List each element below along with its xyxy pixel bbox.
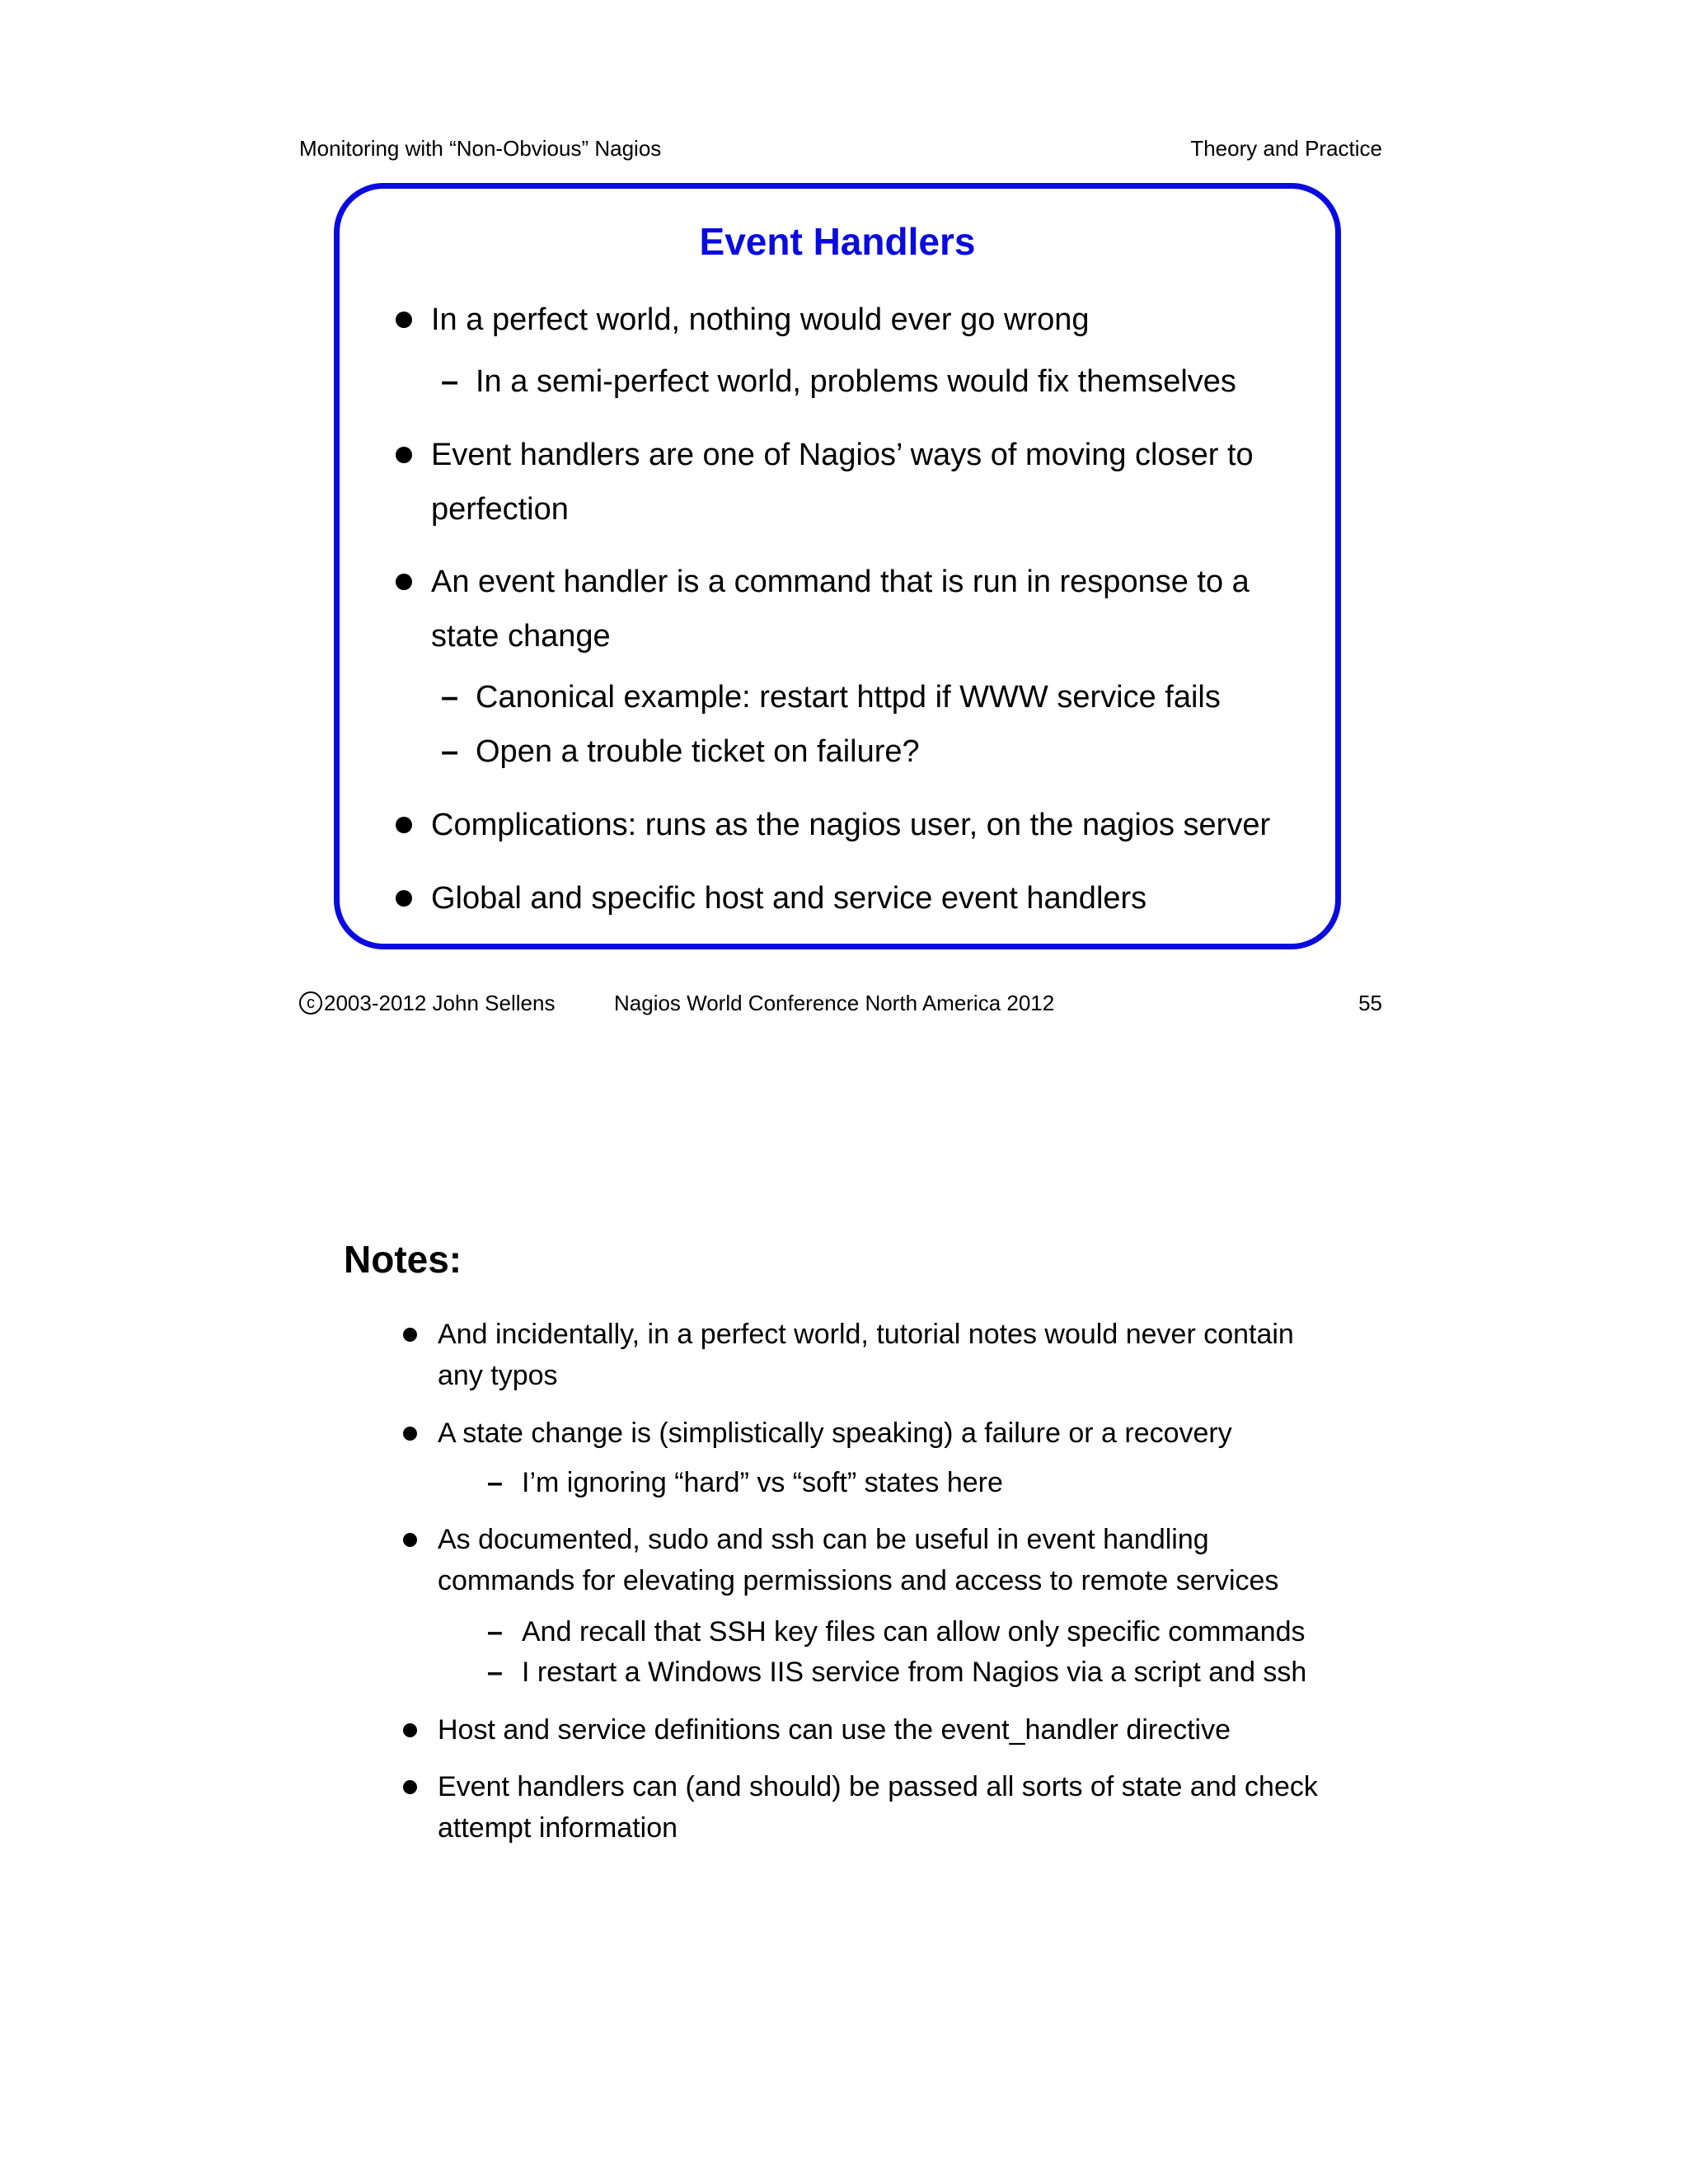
footer-copyright bbox=[299, 989, 555, 1017]
bullet-icon bbox=[403, 1723, 417, 1737]
bullet-icon bbox=[403, 1427, 417, 1441]
note-text: Host and service definitions can use the event_handler directive bbox=[438, 1714, 1231, 1746]
slide-bullet-text: In a perfect world, nothing would ever go wrong bbox=[431, 302, 1090, 337]
footer-copyright-text: 2003-2012 John Sellens bbox=[324, 991, 556, 1015]
slide-frame bbox=[334, 183, 1341, 949]
dash-icon: – bbox=[487, 1616, 503, 1647]
slide-sub-text: Canonical example: restart httpd if WWW service fails bbox=[476, 680, 1221, 715]
note-text: As documented, sudo and ssh can be useful in event handling commands for elevating permissions and access to remote services bbox=[438, 1524, 1279, 1596]
bullet-icon bbox=[403, 1328, 417, 1342]
slide-bullet-text: An event handler is a command that is run in response to a bbox=[431, 565, 1250, 599]
bullet-icon bbox=[396, 817, 412, 833]
slide-bullet-text: Global and specific host and service event handlers bbox=[431, 881, 1147, 916]
footer-page-number: 55 bbox=[1358, 991, 1382, 1015]
slide-bullet-text: state change bbox=[431, 619, 611, 654]
dash-icon: – bbox=[441, 364, 459, 399]
note-text: A state change is (simplistically speaking) a failure or a recovery bbox=[438, 1418, 1232, 1449]
note-sub-text: I restart a Windows IIS service from Nagios via a script and ssh bbox=[522, 1657, 1307, 1688]
footer-conference: Nagios World Conference North America 2012 bbox=[614, 991, 1055, 1015]
header-document-title: Monitoring with “Non-Obvious” Nagios bbox=[299, 136, 662, 161]
bullet-icon bbox=[396, 312, 412, 328]
note-sub-text: And recall that SSH key files can allow only specific commands bbox=[522, 1616, 1306, 1647]
slide-title: Event Handlers bbox=[699, 220, 976, 263]
dash-icon: – bbox=[441, 734, 459, 769]
dash-icon: – bbox=[487, 1467, 503, 1498]
copyright-icon: c bbox=[299, 991, 322, 1015]
dash-icon: – bbox=[441, 680, 459, 715]
bullet-icon bbox=[396, 574, 412, 590]
note-text: Event handlers can (and should) be passed all sorts of state and check attempt information bbox=[438, 1771, 1318, 1844]
note-text: And incidentally, in a perfect world, tutorial notes would never contain any typos bbox=[438, 1319, 1294, 1391]
bullet-icon bbox=[396, 890, 412, 907]
slide-sub-text: Open a trouble ticket on failure? bbox=[476, 734, 920, 769]
bullet-icon bbox=[403, 1533, 417, 1547]
notes-heading: Notes: bbox=[344, 1238, 462, 1281]
slide-bullet-text: Event handlers are one of Nagios’ ways of moving closer to bbox=[431, 438, 1254, 472]
note-sub-text: I’m ignoring “hard” vs “soft” states here bbox=[522, 1467, 1003, 1498]
slide-sub-text: In a semi-perfect world, problems would fix themselves bbox=[476, 364, 1236, 399]
slide-bullet-text: perfection bbox=[431, 492, 569, 527]
dash-icon: – bbox=[487, 1657, 503, 1688]
bullet-icon bbox=[403, 1780, 417, 1794]
slide-bullet-text: Complications: runs as the nagios user, on the nagios server bbox=[431, 808, 1271, 842]
bullet-icon bbox=[396, 447, 412, 463]
header-section-title: Theory and Practice bbox=[1190, 136, 1382, 161]
